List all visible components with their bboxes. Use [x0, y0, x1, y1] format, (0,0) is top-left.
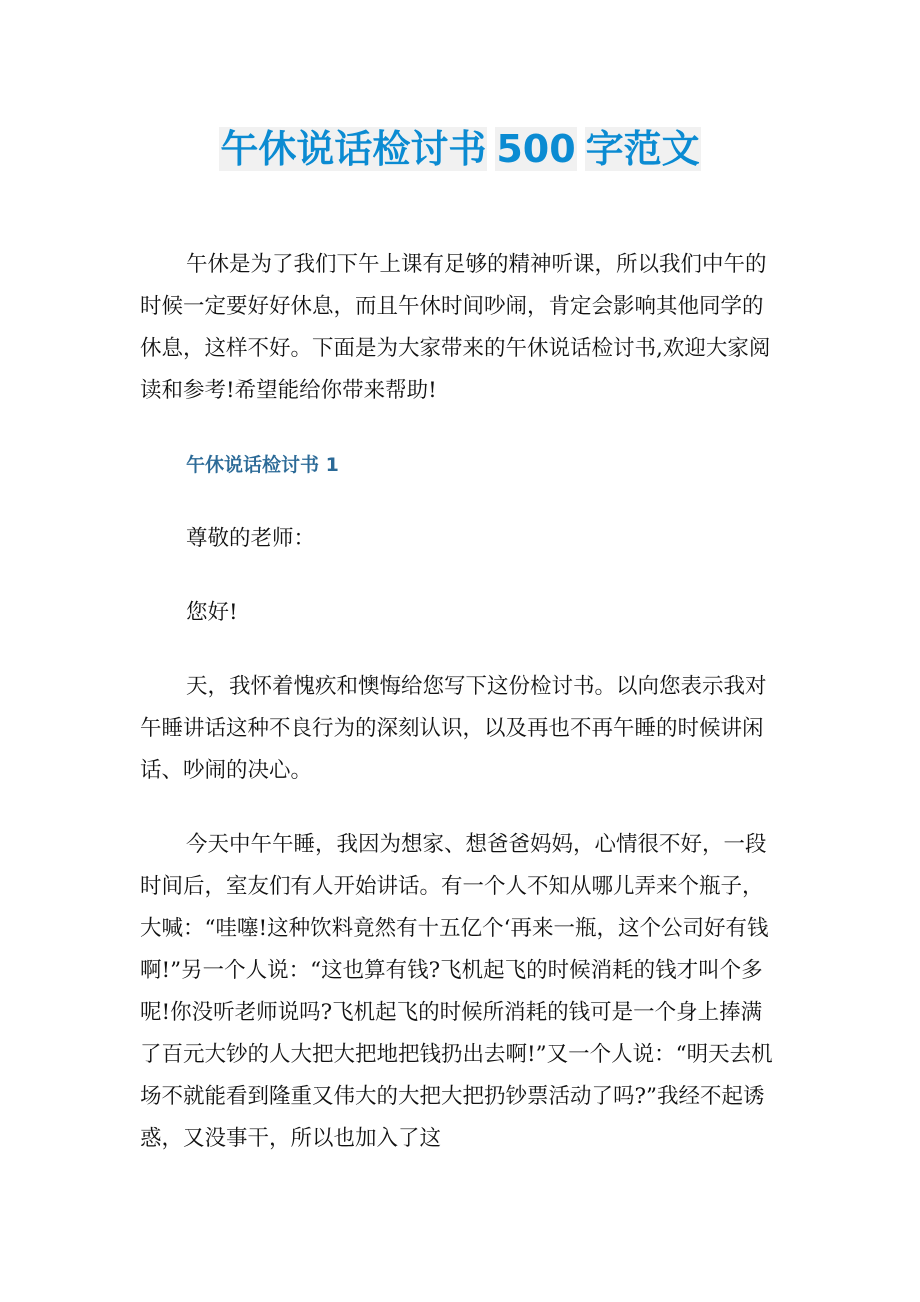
- title-part-3: 字范文: [585, 127, 700, 171]
- section-heading: 午休说话检讨书 1: [186, 454, 339, 476]
- body-paragraph-2: 今天中午午睡，我因为想家、想爸爸妈妈，心情很不好，一段时间后，室友们有人开始讲话。有一个人不知从哪儿弄来个瓶子，大喊：“哇噻!这种饮料竟然有十五亿个‘再来一瓶，这个公司好有钱啊!”另一个人说：“这也算有钱?飞机起飞的时候消耗的钱才叫个多呢!你没听老师说吗?飞机起飞的时候所消耗的钱可是一个身上捧满了百元大钞的人大把大把地把钱扔出去啊!”又一个人说：“明天去机场不就能看到隆重又伟大的大把大把扔钞票活动了吗?”我经不起诱惑，又没事干，所以也加入了这: [140, 832, 773, 1151]
- document-title: [0, 122, 920, 176]
- title-part-2: 500: [496, 127, 576, 171]
- greeting: 您好!: [186, 600, 238, 625]
- salutation: 尊敬的老师：: [186, 526, 316, 551]
- document-body: [140, 244, 780, 1160]
- title-part-1: 午休说话检讨书: [220, 127, 487, 171]
- body-paragraph-1: 天，我怀着愧疚和懊悔给您写下这份检讨书。以向您表示我对午睡讲话这种不良行为的深刻认识，以及再也不再午睡的时候讲闲话、吵闹的决心。: [140, 674, 767, 783]
- intro-paragraph: 午休是为了我们下午上课有足够的精神听课，所以我们中午的时候一定要好好休息，而且午休时间吵闹，肯定会影响其他同学的休息，这样不好。下面是为大家带来的午休说话检讨书,欢迎大家阅读和参考!希望能给你带来帮助!: [140, 252, 771, 403]
